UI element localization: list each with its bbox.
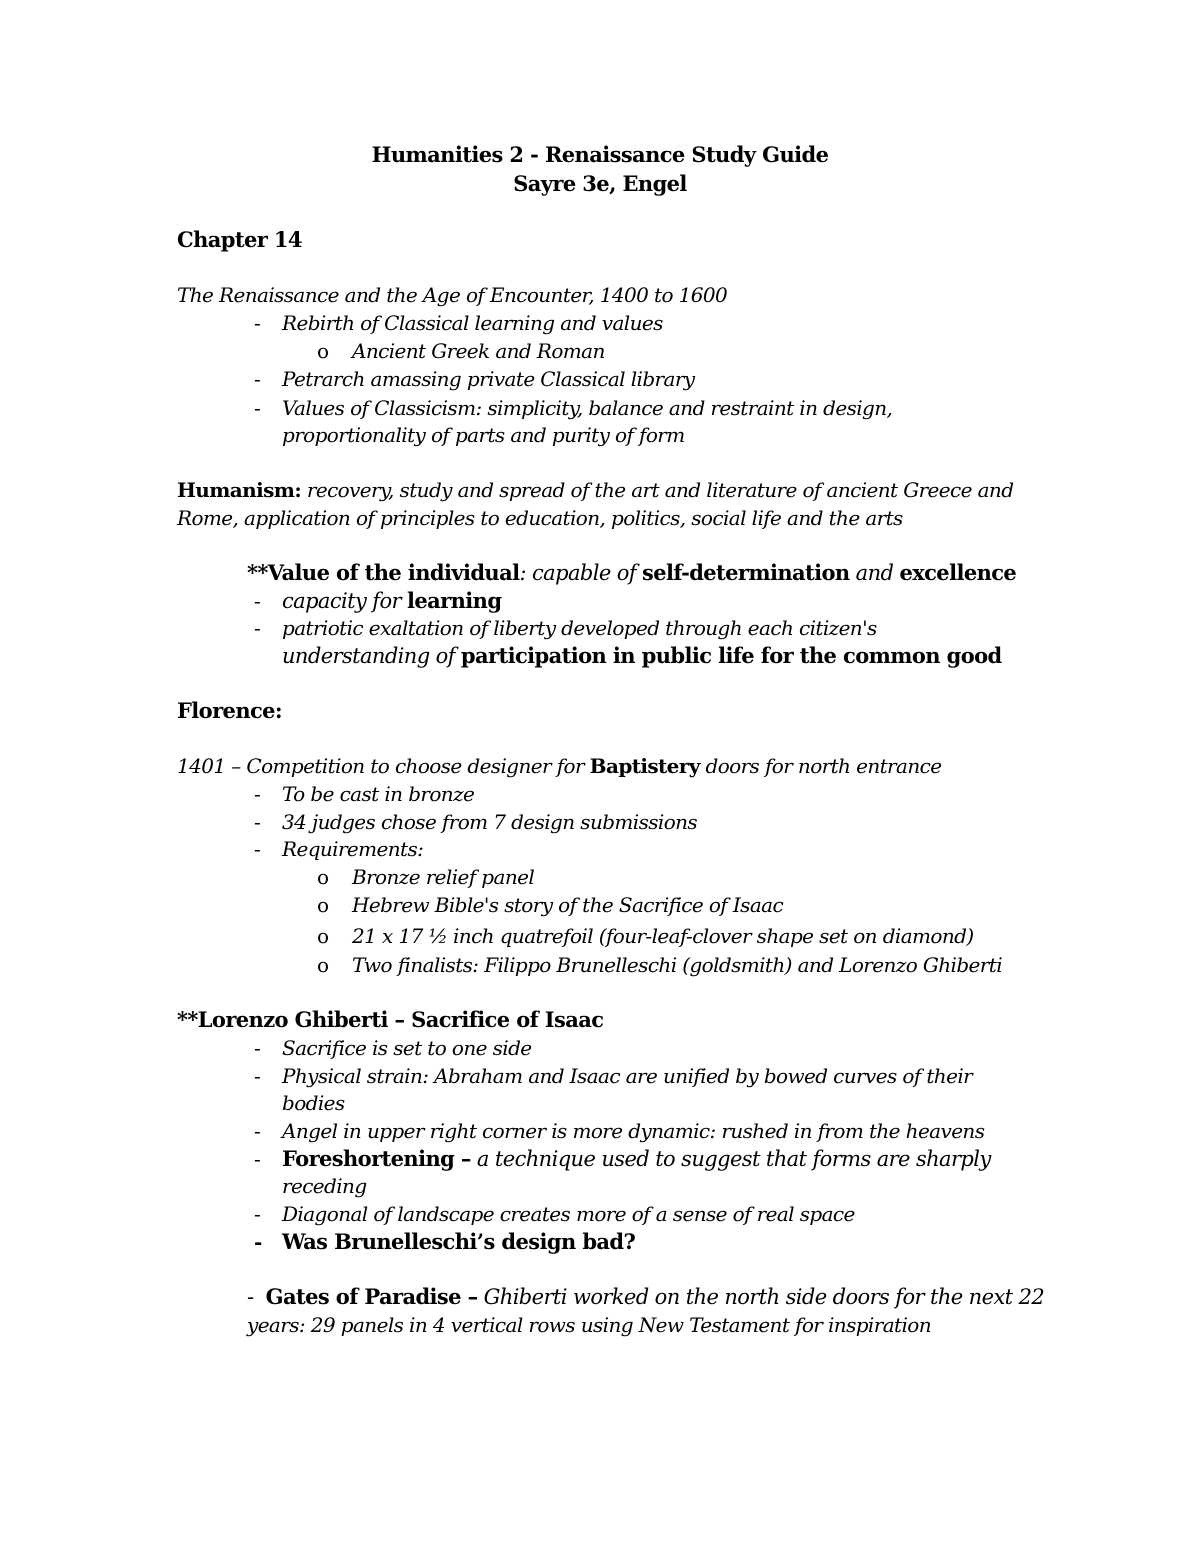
bullet-dash: - [254, 810, 261, 834]
requirement-4: Two finalists: Filippo Brunelleschi (goldsmith) and Lorenzo Ghiberti [352, 953, 1002, 977]
bullet-dash: - [254, 367, 261, 391]
individual-lead: **Value of the individual [247, 560, 520, 585]
bullet-dash: - [254, 1036, 261, 1060]
ghiberti-bullet-1: Sacrifice is set to one side [282, 1036, 532, 1060]
individual-bullet-1-text: capacity for [282, 589, 408, 613]
florence-bullet-2: 34 judges chose from 7 design submissions [282, 810, 698, 834]
bullet-circle: o [317, 865, 330, 889]
competition-text-end: doors for north entrance [699, 754, 942, 778]
competition-text: 1401 – Competition to choose designer for [177, 754, 590, 778]
individual-term-excellence: excellence [899, 560, 1017, 585]
individual-bullet-2-term: participation in public life for the common good [460, 643, 1002, 668]
bullet-dash: - [254, 1202, 261, 1226]
intro-sub-bullet: Ancient Greek and Roman [352, 339, 605, 363]
individual-bullet-1-term: learning [407, 588, 502, 613]
individual-heading [247, 559, 1016, 587]
individual-term-self-determination: self-determination [642, 560, 850, 585]
bullet-dash: - [254, 396, 261, 420]
individual-connector: and [849, 561, 900, 585]
individual-bullet-1 [282, 587, 501, 615]
competition-baptistery: Baptistery [589, 754, 700, 778]
humanism-line-2: Rome, application of principles to education, politics, social life and the arts [177, 506, 903, 530]
intro-heading: The Renaissance and the Age of Encounter, 1400 to 1600 [177, 283, 728, 307]
humanism-line-1 [177, 476, 1013, 504]
ghiberti-bullet-2-line-2: bodies [282, 1091, 345, 1115]
bullet-dash: - [254, 1230, 263, 1254]
gates-description: Ghiberti worked on the north side doors for the next 22 [477, 1285, 1045, 1309]
bullet-circle: o [317, 893, 330, 917]
florence-heading: Florence: [177, 698, 283, 723]
ghiberti-bullet-3: Angel in upper right corner is more dynamic: rushed in from the heavens [282, 1119, 985, 1143]
individual-connector: : capable of [519, 561, 643, 585]
bullet-dash: - [254, 1119, 261, 1143]
document-subtitle: Sayre 3e, Engel [513, 171, 687, 196]
bullet-circle: o [317, 924, 330, 948]
bullet-dash: - [254, 837, 261, 861]
bullet-circle: o [317, 953, 330, 977]
ghiberti-bullet-5: Diagonal of landscape creates more of a sense of real space [282, 1202, 855, 1226]
individual-bullet-2-line-2 [282, 642, 1002, 670]
bullet-circle: o [317, 339, 330, 363]
bullet-dash: - [254, 1147, 261, 1171]
foreshortening-definition: a technique used to suggest that forms are sharply [470, 1147, 991, 1171]
ghiberti-bullet-2-line-1: Physical strain: Abraham and Isaac are unified by bowed curves of their [282, 1064, 973, 1088]
chapter-heading: Chapter 14 [177, 227, 302, 252]
humanism-term: Humanism: [177, 478, 302, 502]
ghiberti-heading: **Lorenzo Ghiberti – Sacrifice of Isaac [177, 1007, 604, 1032]
ghiberti-bullet-6: Was Brunelleschi’s design bad? [282, 1229, 636, 1254]
individual-bullet-2-line-1: patriotic exaltation of liberty developed through each citizen's [282, 616, 877, 640]
ghiberti-bullet-4-line-1 [282, 1145, 991, 1173]
individual-bullet-2-text: understanding of [282, 644, 461, 668]
intro-bullet-3-line-1: Values of Classicism: simplicity, balance and restraint in design, [282, 396, 893, 420]
gates-line-2: years: 29 panels in 4 vertical rows using New Testament for inspiration [247, 1313, 931, 1337]
intro-bullet-1: Rebirth of Classical learning and values [282, 311, 663, 335]
bullet-dash: - [254, 589, 261, 613]
competition-line [177, 752, 941, 780]
ghiberti-bullet-4-line-2: receding [282, 1174, 367, 1198]
florence-bullet-3: Requirements: [282, 837, 424, 861]
bullet-dash: - [254, 782, 261, 806]
gates-of-paradise-term: Gates of Paradise – [265, 1284, 478, 1309]
florence-bullet-1: To be cast in bronze [282, 782, 475, 806]
bullet-dash: - [254, 1064, 261, 1088]
bullet-dash: - [247, 1285, 254, 1309]
requirement-1: Bronze relief panel [352, 865, 535, 889]
requirement-3: 21 x 17 ½ inch quatrefoil (four-leaf-clover shape set on diamond) [352, 924, 974, 948]
requirement-2: Hebrew Bible's story of the Sacrifice of Isaac [352, 893, 784, 917]
gates-line-1 [247, 1283, 1044, 1311]
intro-bullet-2: Petrarch amassing private Classical library [282, 367, 695, 391]
document-title: Humanities 2 - Renaissance Study Guide [371, 142, 829, 167]
humanism-definition: recovery, study and spread of the art and literature of ancient Greece and [301, 478, 1014, 502]
bullet-dash: - [254, 311, 261, 335]
intro-bullet-3-line-2: proportionality of parts and purity of form [282, 423, 685, 447]
foreshortening-term: Foreshortening – [282, 1146, 471, 1171]
bullet-dash: - [254, 616, 261, 640]
